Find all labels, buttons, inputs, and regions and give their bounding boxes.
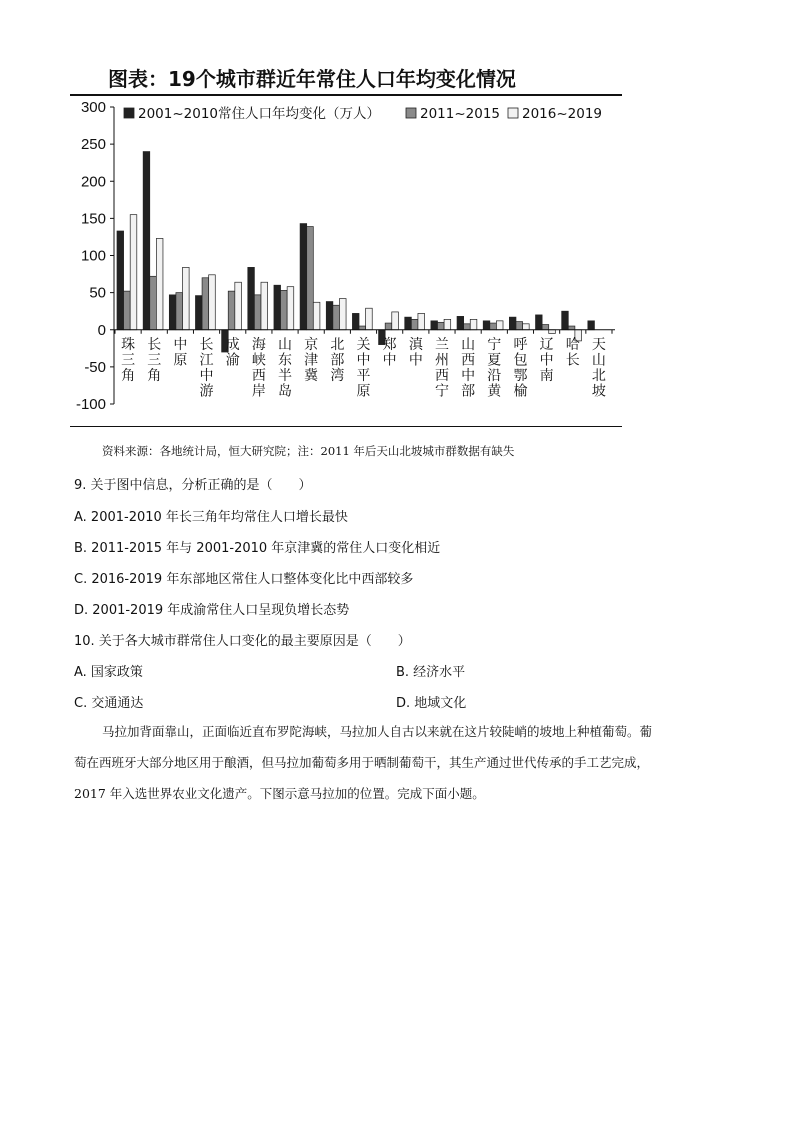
bar-3 [470,319,477,329]
question-10-option-b: B. 经济水平 [396,665,466,680]
category-label: 宁 [487,336,502,353]
category-label: 兰 [434,336,449,353]
category-label: 三 [147,352,162,369]
category-label: 岸 [251,383,266,400]
bar-1 [536,315,543,330]
bar-2 [307,227,314,330]
category-label: 西 [461,352,476,369]
bar-1 [300,224,307,330]
question-10-stem: 10. 关于各大城市群常住人口变化的最主要原因是（ ） [74,634,411,649]
bar-3 [183,267,190,329]
bar-1 [248,267,255,329]
category-label: 半 [278,367,293,384]
y-tick-label: -100 [75,396,106,413]
bar-2 [202,278,209,330]
category-label: 榆 [513,383,528,400]
bar-1 [143,152,150,330]
category-label: 沿 [487,367,502,384]
category-label: 滇 [408,336,423,353]
bar-3 [287,287,294,330]
category-label: 冀 [304,367,319,384]
category-label: 山 [278,336,293,353]
bar-3 [209,275,216,330]
category-label: 天 [591,336,606,353]
chart-source-note: 资料来源：各地统计局，恒大研究院；注：2011 年后天山北坡城市群数据有缺失 [102,444,515,458]
category-label: 中 [382,352,397,369]
y-tick-label: 300 [80,99,106,116]
category-label: 湾 [330,367,345,384]
bar-1 [588,321,595,330]
category-label: 哈 [565,336,580,353]
bar-2 [124,291,131,330]
category-label: 峡 [251,352,266,369]
passage-line-3: 2017 年入选世界农业文化遗产。下图示意马拉加的位置。完成下面小题。 [74,786,485,801]
category-label: 山 [591,352,606,369]
bar-2 [568,326,575,330]
category-label: 北 [330,336,345,353]
category-label: 角 [121,367,136,384]
bar-1 [405,317,412,330]
category-label: 京 [304,336,319,353]
category-label: 部 [461,383,476,400]
category-label: 中 [173,336,188,353]
bar-3 [418,313,425,329]
category-label: 宁 [434,383,449,400]
bar-3 [339,299,346,330]
bar-2 [411,319,418,329]
bar-3 [366,308,373,330]
category-label: 珠 [121,336,136,353]
category-label: 岛 [278,383,293,400]
category-label: 海 [251,336,266,353]
question-9-stem: 9. 关于图中信息，分析正确的是（ ） [74,478,312,493]
question-9-option-d: D. 2001-2019 年成渝常住人口呈现负增长态势 [74,603,350,618]
bar-1 [169,295,176,330]
category-label: 郑 [382,336,397,353]
category-label: 北 [591,367,606,384]
bar-1 [326,302,333,330]
bar-1 [483,321,490,330]
legend-swatch [406,108,416,118]
category-label: 原 [356,383,371,400]
bar-1 [509,317,516,330]
category-label: 三 [121,352,136,369]
category-label: 成 [225,336,240,353]
bar-3 [549,330,556,334]
bar-3 [523,324,530,330]
bar-2 [359,326,366,330]
category-label: 中 [199,367,214,384]
bar-1 [431,321,438,330]
y-tick-label: 0 [97,321,106,339]
legend-label: 2001~2010常住人口年均变化（万人） [138,106,381,122]
bar-1 [274,285,281,330]
population-change-chart [70,96,622,426]
bar-2 [516,322,523,330]
legend-label: 2016~2019 [522,106,603,122]
chart-title: 图表：19个城市群近年常住人口年均变化情况 [108,67,516,91]
question-9-option-b: B. 2011-2015 年与 2001-2010 年京津冀的常住人口变化相近 [74,541,441,556]
bar-2 [542,325,549,330]
category-label: 中 [408,352,423,369]
bar-1 [352,313,359,329]
bar-2 [464,324,471,330]
category-label: 游 [199,383,214,400]
category-label: 西 [251,367,266,384]
bar-1 [195,296,202,330]
bar-3 [235,282,242,330]
category-label: 鄂 [513,367,528,384]
category-label: 津 [304,352,319,369]
y-tick-label: 100 [80,247,106,265]
category-label: 角 [147,367,162,384]
bar-1 [457,316,464,329]
bar-3 [130,215,137,330]
category-label: 坡 [591,383,606,400]
category-label: 南 [539,367,554,384]
question-9-option-a: A. 2001-2010 年长三角年均常住人口增长最快 [74,510,348,525]
bar-2 [490,323,497,330]
y-tick-label: 150 [80,210,106,228]
category-label: 夏 [487,352,502,369]
question-10-option-d: D. 地域文化 [396,696,467,711]
bar-3 [261,282,268,330]
category-label: 长 [147,336,162,353]
category-label: 山 [461,336,476,353]
bar-2 [385,323,392,330]
category-label: 长 [199,336,214,353]
category-label: 关 [356,336,371,353]
bar-2 [176,293,183,330]
category-label: 部 [330,352,345,369]
category-label: 黄 [487,383,502,400]
legend-swatch [124,108,134,118]
category-label: 中 [461,367,476,384]
y-tick-label: 50 [89,284,106,302]
bar-3 [496,321,503,330]
y-tick-label: 200 [80,173,106,191]
bar-1 [117,231,124,330]
question-9-option-c: C. 2016-2019 年东部地区常住人口整体变化比中西部较多 [74,572,414,587]
legend-swatch [508,108,518,118]
bar-2 [437,322,444,329]
bar-3 [444,319,451,329]
category-label: 西 [434,367,449,384]
bar-2 [333,305,340,330]
chart-bottom-rule [70,426,622,427]
passage-line-2: 萄在西班牙大部分地区用于酿酒，但马拉加葡萄多用于晒制葡萄干，其生产通过世代传承的手工艺完成， [74,755,650,770]
bar-2 [228,291,235,330]
category-label: 辽 [539,336,554,353]
bar-3 [313,302,320,329]
bar-3 [392,312,399,330]
category-label: 州 [434,352,449,369]
category-label: 中 [356,352,371,369]
bar-2 [254,295,261,330]
y-tick-label: 250 [80,136,106,154]
bar-2 [150,276,157,329]
category-label: 渝 [225,352,240,369]
category-label: 江 [199,352,214,369]
question-10-option-a: A. 国家政策 [74,665,143,680]
category-label: 东 [278,352,293,369]
y-tick-label: -50 [84,358,106,376]
passage-line-1: 马拉加背面靠山，正面临近直布罗陀海峡，马拉加人自古以来就在这片较陡峭的坡地上种植葡萄。葡 [102,724,653,739]
bar-1 [562,311,569,330]
question-10-option-c: C. 交通通达 [74,696,144,711]
legend-label: 2011~2015 [420,106,501,122]
bar-2 [281,290,288,329]
bar-3 [156,238,163,329]
category-label: 平 [356,367,371,384]
category-label: 中 [539,352,554,369]
category-label: 包 [513,352,528,369]
category-label: 原 [173,352,188,369]
category-label: 长 [565,352,580,369]
category-label: 呼 [513,336,528,353]
